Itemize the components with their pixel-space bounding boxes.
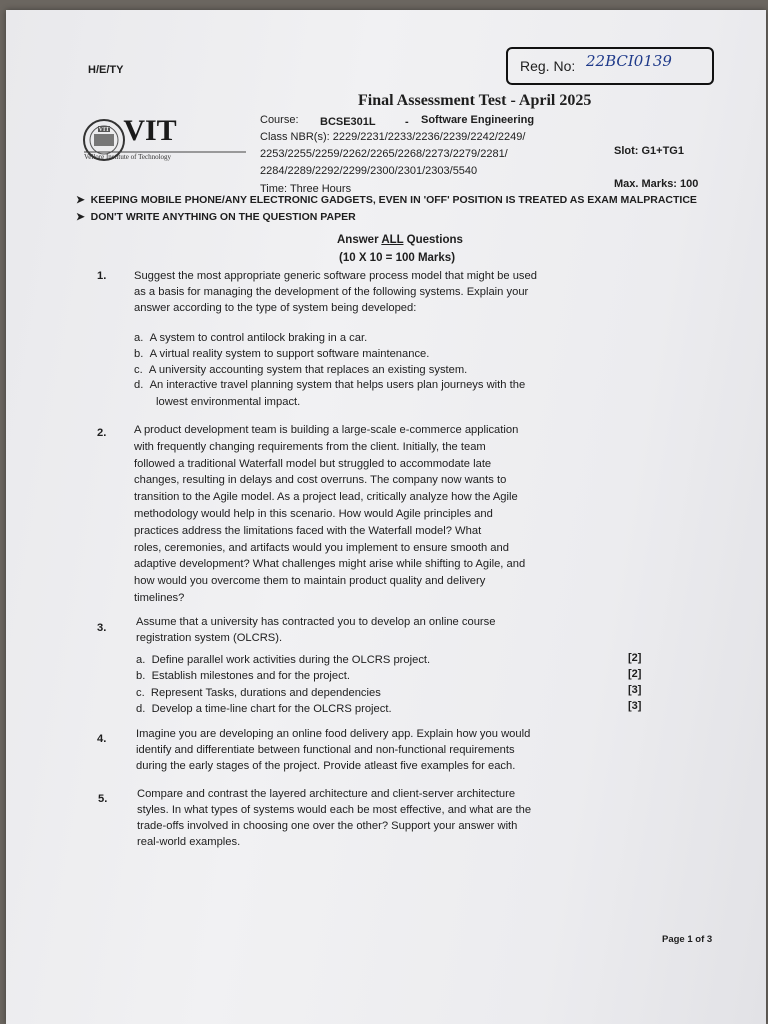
question-1-part-b [134,346,429,362]
arrow-icon: ➤ [76,194,85,206]
question-line: answer according to the type of system being developed: [134,302,417,314]
question-line: identify and differentiate between functional and non-functional requirements [136,744,515,756]
question-line: adaptive development? What challenges might arise while shifting to Agile, and [134,558,526,571]
question-line: practices address the limitations faced with the Waterfall model? What [134,524,482,537]
question-line: roles, ceremonies, and artifacts would you implement to ensure smooth and [134,541,509,554]
question-5 [137,786,531,850]
question-2 [134,422,525,607]
registration-box [506,47,714,85]
reg-number: 22BCI0139 [586,52,672,70]
question-line: followed a traditional Waterfall model but struggled to accommodate late [134,457,492,470]
instruction-1-text: KEEPING MOBILE PHONE/ANY ELECTRONIC GADGETS, EVEN IN 'OFF' POSITION IS TREATED AS EXAM MALPRACTICE [90,194,697,206]
part-text: A university accounting system that replaces an existing system. [148,364,468,376]
question-3-number: 3. [97,622,107,634]
question-3-part-b [136,668,350,684]
class-nbr-line1: Class NBR(s): 2229/2231/2233/2236/2239/2242/2249/ [260,131,526,143]
question-line: as a basis for managing the development of the following systems. Explain your [134,286,529,298]
class-nbr-line3: 2284/2289/2292/2299/2300/2301/2303/5540 [260,165,478,177]
question-1-number: 1. [97,270,107,282]
question-line: real-world examples. [137,836,241,848]
answer-all-instruction [337,234,463,246]
course-label: Course: [260,114,299,126]
marks-3d: [3] [628,700,642,712]
answer-prefix: Answer [337,234,382,246]
course-code: BCSE301L [320,116,376,128]
reg-label: Reg. No: [520,58,576,74]
question-line: registration system (OLCRS). [136,632,283,644]
slot: Slot: G1+TG1 [614,145,684,157]
question-line: Imagine you are developing an online food delivery app. Explain how you would [136,728,531,740]
instruction-2 [76,211,356,223]
part-label: a. [134,332,144,344]
part-label: b. [134,348,144,360]
part-text: A system to control antilock braking in a car. [149,332,368,344]
part-label: b. [136,670,146,682]
question-4-number: 4. [97,733,107,745]
part-label: c. [136,687,145,699]
question-line: Suggest the most appropriate generic software process model that might be used [134,270,537,282]
part-label: d. [134,379,144,391]
exam-duration: Time: Three Hours [260,183,352,195]
part-label: a. [136,654,146,666]
exam-title: Final Assessment Test - April 2025 [358,92,592,109]
part-text: A virtual reality system to support software maintenance. [149,348,430,360]
question-line: changes, resulting in delays and cost overruns. The company now wants to [134,474,507,487]
course-separator: - [405,116,409,128]
question-1-part-a [134,330,367,346]
vit-emblem-icon [80,112,260,174]
question-1-part-d [134,377,525,393]
svg-text:VIT: VIT [123,114,177,147]
question-line: A product development team is building a large-scale e-commerce application [134,424,519,436]
instruction-2-text: DON'T WRITE ANYTHING ON THE QUESTION PAPER [90,211,356,223]
question-line: timelines? [134,591,185,604]
answer-all: ALL [381,234,404,246]
question-line: transition to the Agile model. As a project lead, critically analyze how the Agile [134,491,518,504]
part-label: c. [134,364,143,376]
question-line: during the early stages of the project. Provide atleast five examples for each. [136,760,516,772]
question-line: how would you overcome them to maintain product quality and delivery [134,575,486,588]
question-3-part-a [136,652,430,668]
course-name: Software Engineering [421,114,535,126]
paper-code: H/E/TY [88,64,124,76]
question-2-number: 2. [97,427,107,439]
part-text: An interactive travel planning system that helps users plan journeys with the [149,379,526,391]
question-1 [134,268,537,316]
question-1-part-c [134,362,467,378]
max-marks: Max. Marks: 100 [614,178,699,190]
question-line: Compare and contrast the layered architecture and client-server architecture [137,788,516,800]
question-line: Assume that a university has contracted you to develop an online course [136,616,496,628]
question-3 [136,614,495,646]
instruction-1 [76,194,697,206]
vit-logo [80,112,260,174]
question-line: trade-offs involved in choosing one over the other? Support your answer with [137,820,518,832]
arrow-icon: ➤ [76,211,85,223]
marks-3b: [2] [628,668,642,680]
page-number: Page 1 of 3 [662,934,713,945]
part-label: d. [136,703,146,715]
marks-scheme: (10 X 10 = 100 Marks) [339,252,456,264]
answer-suffix: Questions [403,234,463,246]
marks-3c: [3] [628,684,642,696]
class-nbr-line2: 2253/2255/2259/2262/2265/2268/2273/2279/2281/ [260,148,508,160]
part-text: Develop a time-line chart for the OLCRS project. [151,703,392,715]
question-3-part-c [136,685,381,701]
part-text: Represent Tasks, durations and dependencies [150,687,381,699]
question-3-part-d [136,701,392,717]
part-text: Define parallel work activities during the OLCRS project. [151,654,431,666]
question-line: methodology would help in this scenario. How would Agile principles and [134,507,493,520]
logo-subtext: Vellore Institute of Technology [84,153,172,161]
question-5-number: 5. [98,793,108,805]
svg-text:VIT: VIT [98,127,110,133]
question-line: with frequently changing requirements from the client. Initially, the team [134,440,486,453]
question-1-part-d-cont: lowest environmental impact. [156,396,301,408]
marks-3a: [2] [628,652,642,664]
part-text: Establish milestones and for the project. [151,670,350,682]
question-4 [136,726,530,774]
question-line: styles. In what types of systems would each be most effective, and what are the [137,804,532,816]
